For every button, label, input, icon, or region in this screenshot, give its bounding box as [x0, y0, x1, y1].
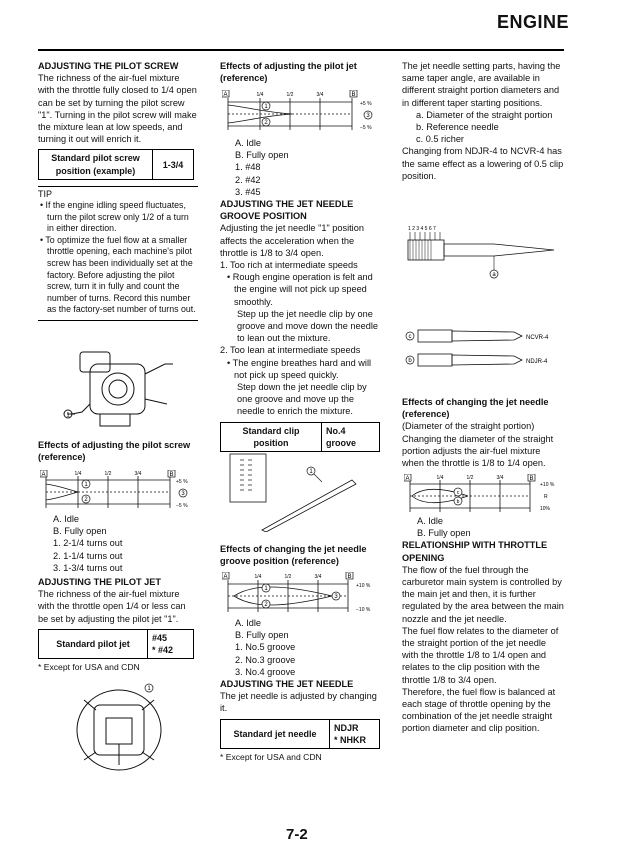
tick-1-4: 1/4: [74, 471, 82, 477]
pilot-jet-heading: ADJUSTING THE PILOT JET: [38, 577, 162, 588]
std-needle-note: * Except for USA and CDN: [220, 752, 322, 763]
callout-c: c: [408, 334, 412, 340]
clip-position-table: [220, 422, 380, 452]
std-needle-value-alt: * NHKR: [334, 734, 367, 745]
callout-2: 2: [264, 602, 268, 608]
clip-label: Standard clip position: [221, 422, 322, 451]
too-rich-title: 1. Too rich at intermediate speeds: [220, 260, 358, 271]
tick-1-2: 1/2: [284, 574, 292, 580]
needle-groove-heading: ADJUSTING THE JET NEEDLE GROOVE POSITION: [220, 199, 354, 222]
carburetor-pilot-screw-illustration: [60, 344, 180, 434]
callout-a: a: [492, 272, 496, 278]
pilot-jet-effects-diagram: [222, 90, 382, 132]
callout-1: 1: [309, 469, 313, 475]
pilot-jet-label: Standard pilot jet: [39, 629, 148, 658]
callout-1: 1: [264, 586, 268, 592]
jet-needle-illustration: [222, 452, 382, 532]
column-2: [220, 60, 382, 84]
tick-3-4: 3/4: [134, 471, 142, 477]
needle-groove-text: Adjusting the jet needle "1" position affects the acceleration when the throttle is 1/8 to 3/4 open.: [220, 223, 364, 258]
needle-comparison-diagram: [404, 326, 564, 372]
legend-item: B. Fully open: [53, 526, 107, 537]
pilot-screw-spec-table: [38, 149, 194, 179]
legend-item: 1. #48: [235, 162, 261, 173]
relationship-section: [402, 515, 564, 735]
jet-needle-section: [220, 137, 382, 452]
pilot-jet-value: #45: [152, 632, 168, 643]
tick-1-4: 1/4: [254, 574, 262, 580]
effects-screw-heading: Effects of adjusting the pilot screw (reference): [38, 440, 191, 463]
pct-top: +5 %: [360, 101, 372, 107]
setting-item: a. Diameter of the straight portion: [416, 109, 553, 120]
callout-2: 2: [264, 120, 268, 126]
pct-top-10: +10 %: [540, 482, 555, 488]
legend-item: A. Idle: [235, 138, 262, 148]
label-a: A: [223, 92, 228, 98]
ndjr-label: NDJR-4: [526, 359, 548, 365]
pilot-jet-text: The richness of the air-fuel mixture with the throttle open 1/4 or less can be set by adjusting the pilot jet "1".: [38, 589, 186, 624]
callout-b: b: [456, 499, 460, 505]
spec-label: Standard pilot screw position (example): [39, 150, 153, 179]
legend-item: A. Idle: [235, 618, 262, 628]
label-a: A: [223, 574, 228, 580]
carburetor-pilot-jet-illustration: [64, 680, 174, 780]
needle-adjust-section: [220, 617, 382, 763]
std-needle-value: NDJR: [334, 722, 359, 733]
label-b: B: [529, 476, 534, 482]
setting-text: The jet needle setting parts, having the same taper angle, are available in different straight portion diameters and in different taper starting positions.: [402, 61, 561, 108]
spec-value: 1-3/4: [153, 150, 194, 179]
callout-3: 3: [334, 594, 338, 600]
tick-3-4: 3/4: [496, 475, 504, 481]
column-1: [38, 60, 198, 321]
tick-1-2: 1/2: [286, 92, 294, 98]
callout-1: 1: [84, 482, 88, 488]
callout-1: 1: [147, 686, 151, 692]
straight-legend: [402, 515, 564, 539]
callout-2: 2: [84, 497, 88, 503]
legend-item: 2. No.3 groove: [235, 654, 296, 665]
label-b: B: [169, 472, 174, 478]
tip-item: • To optimize the fuel flow at a smaller throttle opening, each machine's pilot screw has been individually set at the factory. Before adjusting the pilot screw, turn it in fully and count the number of turns. Record this number as the factory-set number of turns out.: [47, 235, 198, 316]
legend-item: A. Idle: [53, 514, 80, 524]
tip-box: [38, 186, 198, 316]
clip-value: No.4 groove: [322, 422, 380, 451]
std-needle-table: [220, 719, 380, 749]
legend-item: B. Fully open: [235, 630, 289, 641]
relationship-text-1: The flow of the fuel through the carburetor main system is controlled by the main jet and then, it is further regulated by the area between the main nozzle and the jet needle.: [402, 564, 564, 624]
tick-1-2: 1/2: [104, 471, 112, 477]
setting-item: c. 0.5 richer: [416, 134, 464, 145]
pilot-screw-effects: [38, 439, 198, 463]
r-label: R: [544, 494, 548, 500]
pct-top-10: +10 %: [356, 583, 371, 589]
label-b: B: [347, 574, 352, 580]
callout-1: 1: [66, 412, 70, 419]
straight-portion-effects-diagram: [404, 474, 564, 514]
page-number: 7-2: [286, 826, 308, 843]
callout-3: 3: [366, 113, 370, 119]
legend-item: B. Fully open: [417, 528, 471, 539]
tip-label: TIP: [38, 188, 53, 199]
pct-top: +5 %: [176, 479, 188, 485]
straight-portion-section: [402, 396, 564, 469]
legend-item: 2. 1-1/4 turns out: [53, 550, 123, 561]
change-text: Changing from NDJR-4 to NCVR-4 has the same effect as a lowering of 0.5 clip position.: [402, 146, 564, 181]
ten-pct: 10%: [540, 506, 551, 512]
clip-numbers: 1 2 3 4 5 6 7: [408, 226, 436, 232]
too-lean-step: Step down the jet needle clip by one groove and move up the needle to enrich the mixture.: [237, 382, 367, 417]
callout-1: 1: [264, 104, 268, 110]
relationship-text-3: Therefore, the fuel flow is balanced at each stage of throttle opening by the combination of the jet needle straight portion diameter and clip position.: [402, 686, 556, 734]
too-rich-step: Step up the jet needle clip by one groove and move down the needle to lean out the mixture.: [237, 308, 378, 344]
label-a: A: [405, 476, 410, 482]
jet-legend: [220, 137, 382, 198]
too-lean-list: [220, 357, 382, 381]
too-lean-title: 2. Too lean at intermediate speeds: [220, 345, 361, 356]
tick-3-4: 3/4: [316, 92, 324, 98]
screw-legend: [38, 513, 198, 574]
adjust-needle-heading: ADJUSTING THE JET NEEDLE: [220, 679, 354, 690]
effects-straight-text: Changing the diameter of the straight portion adjusts the air-fuel mixture when the throttle is 1/8 to 1/4 open.: [402, 433, 554, 469]
legend-item: 3. No.4 groove: [235, 666, 296, 677]
setting-list: [402, 109, 564, 146]
legend-item: 3. #45: [235, 186, 261, 197]
effects-jet-heading: Effects of adjusting the pilot jet (reference): [220, 61, 357, 84]
label-a: A: [41, 472, 46, 478]
pilot-screw-legend-and-jet: [38, 513, 198, 673]
legend-item: B. Fully open: [235, 150, 289, 161]
effects-straight-heading: Effects of changing the jet needle (reference): [402, 397, 549, 420]
effects-straight-sub: (Diameter of the straight portion): [402, 421, 535, 432]
tip-item: • If the engine idling speed fluctuates, turn the pilot screw only 1/2 of a turn in either direction.: [47, 200, 198, 235]
pct-bot-10: −10 %: [356, 607, 371, 613]
needle-taper-diagram: [404, 222, 564, 282]
too-rich-bullet: • Rough engine operation is felt and the engine will not pick up speed smoothly.: [234, 271, 382, 308]
callout-b: b: [408, 358, 412, 364]
pct-bot: −5 %: [176, 503, 188, 509]
header-rule: [38, 49, 564, 51]
pilot-jet-spec-table: [38, 629, 194, 659]
ncvr-label: NCVR-4: [526, 335, 549, 341]
tip-list: [38, 200, 198, 316]
pilot-screw-heading: ADJUSTING THE PILOT SCREW: [38, 61, 179, 71]
legend-item: 1. 2-1/4 turns out: [53, 538, 123, 549]
relationship-heading: RELATIONSHIP WITH THROTTLE OPENING: [402, 540, 548, 563]
label-b: B: [351, 92, 356, 98]
legend-item: A. Idle: [417, 516, 444, 526]
effects-needle-heading: Effects of changing the jet needle groove position (reference): [220, 544, 367, 567]
too-rich-list: [220, 271, 382, 308]
legend-item: 3. 1-3/4 turns out: [53, 562, 123, 573]
callout-3: 3: [181, 491, 185, 497]
pilot-jet-value-alt: * #42: [152, 645, 174, 656]
tick-1-4: 1/4: [436, 475, 444, 481]
relationship-text-2: The fuel flow relates to the diameter of the straight portion of the jet needle with the throttle 1/8 to 1/4 open and relates to the clip position with the throttle 1/8 to 3/4 open.: [402, 625, 559, 685]
pilot-screw-effects-diagram: [40, 470, 200, 510]
too-lean-bullet: • The engine breathes hard and will not pick up speed quickly.: [234, 357, 382, 381]
groove-legend: [220, 617, 382, 678]
pct-bot: −5 %: [360, 125, 372, 131]
section-title: ENGINE: [497, 12, 570, 32]
pilot-screw-text: The richness of the air-fuel mixture with the throttle fully closed to 1/4 open can be set by turning the pilot screw "1". Turning in the pilot screw will make the mixture lean at low speeds, and turning it out will enrich it.: [38, 73, 197, 145]
tick-3-4: 3/4: [314, 574, 322, 580]
column-3: [402, 60, 564, 182]
adjust-needle-text: The jet needle is adjusted by changing it.: [220, 691, 377, 714]
callout-c: c: [456, 490, 460, 496]
needle-groove-effects-diagram: [222, 572, 382, 614]
legend-item: 2. #42: [235, 174, 261, 185]
tick-1-2: 1/2: [466, 475, 474, 481]
setting-item: b. Reference needle: [416, 122, 499, 133]
needle-effects-heading-wrap: [220, 543, 382, 567]
pilot-jet-note: * Except for USA and CDN: [38, 662, 140, 673]
legend-item: 1. No.5 groove: [235, 642, 296, 653]
std-needle-label: Standard jet needle: [221, 719, 330, 748]
tick-1-4: 1/4: [256, 92, 264, 98]
